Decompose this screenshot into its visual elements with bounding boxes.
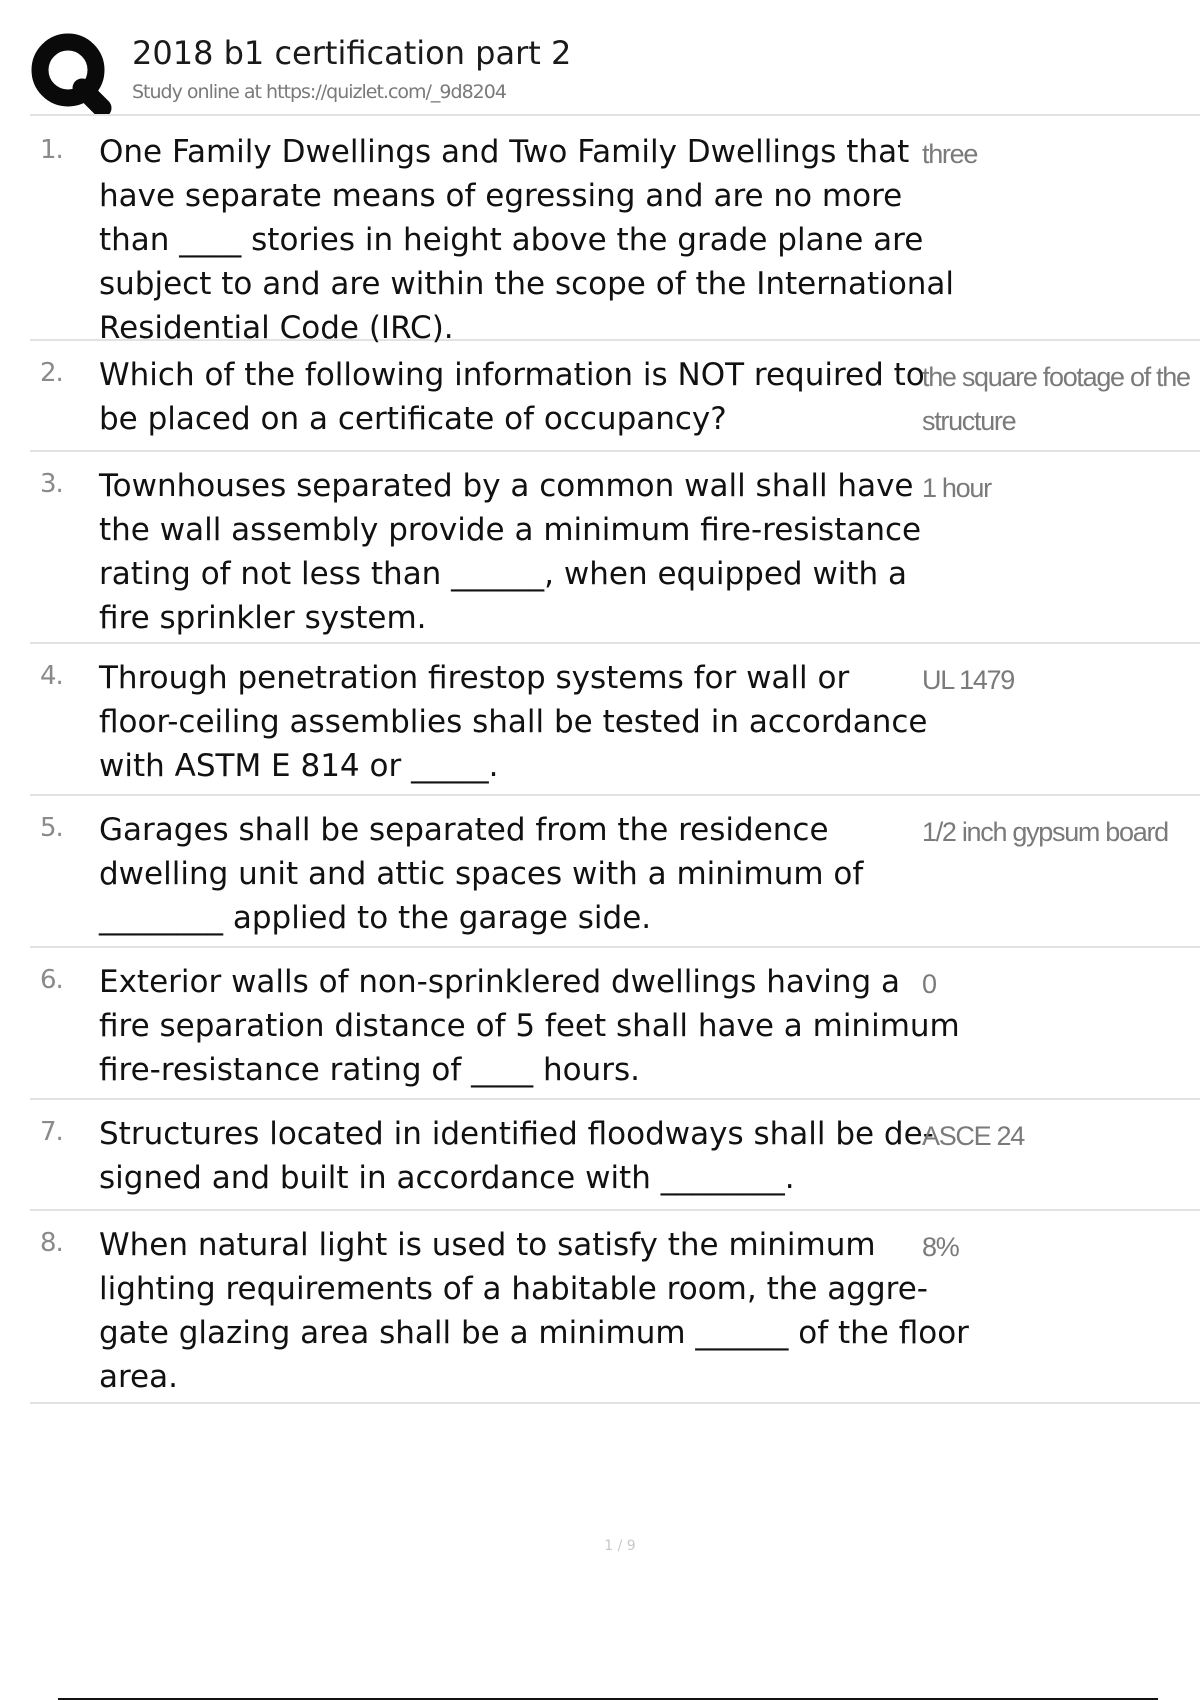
term-line: Residential Code (IRC). [99, 310, 454, 346]
flashcard-row [30, 452, 1200, 644]
card-definition [922, 1225, 1192, 1269]
term-line: Through penetration firestop systems for wall or [99, 660, 850, 696]
card-term [99, 808, 939, 940]
definition-line: 1 hour [922, 473, 991, 503]
term-line: gate glazing area shall be a minimum ______ of the floor [99, 1315, 969, 1351]
term-line: fire-resistance rating of ____ hours. [99, 1052, 640, 1088]
card-number: 5. [40, 813, 63, 843]
term-line: fire separation distance of 5 feet shall have a minimum [99, 1008, 960, 1044]
term-line: the wall assembly provide a minimum fire-resistance [99, 512, 922, 548]
flashcard-row [30, 341, 1200, 452]
card-definition [922, 810, 1192, 854]
definition-line: 1/2 inch gypsum board [922, 817, 1168, 847]
definition-line: three [922, 139, 978, 169]
term-line: Townhouses separated by a common wall shall have [99, 468, 914, 504]
flashcard-row [30, 796, 1200, 948]
term-line: be placed on a certificate of occupancy? [99, 401, 727, 437]
term-line: area. [99, 1359, 178, 1395]
card-term [99, 464, 939, 640]
term-line: subject to and are within the scope of the International [99, 266, 955, 302]
card-definition [922, 466, 1192, 510]
card-number: 8. [40, 1228, 63, 1258]
definition-line: structure [922, 406, 1016, 436]
flashcard-row [30, 1211, 1200, 1404]
card-definition [922, 132, 1192, 176]
term-line: than ____ stories in height above the grade plane are [99, 222, 924, 258]
card-term [99, 960, 960, 1092]
page-number: 1 / 9 [604, 1538, 636, 1554]
card-number: 2. [40, 358, 63, 388]
card-term [99, 353, 939, 441]
term-line: lighting requirements of a habitable room, the aggre- [99, 1271, 928, 1307]
definition-line: ASCE 24 [922, 1121, 1024, 1151]
card-definition [922, 658, 1192, 702]
card-number: 7. [40, 1117, 63, 1147]
term-line: Which of the following information is NOT required to [99, 357, 925, 393]
term-line: When natural light is used to satisfy the minimum [99, 1227, 876, 1263]
flashcard-row [30, 644, 1200, 796]
definition-line: 0 [922, 969, 936, 999]
document-header [30, 28, 1200, 116]
study-online-link[interactable]: Study online at https://quizlet.com/_9d8204 [132, 81, 506, 103]
card-definition [922, 355, 1192, 443]
flashcard-row [30, 1100, 1200, 1211]
term-line: One Family Dwellings and Two Family Dwellings that [99, 134, 910, 170]
card-term [99, 1112, 939, 1200]
card-number: 3. [40, 469, 63, 499]
card-number: 1. [40, 135, 63, 165]
card-definition [922, 1114, 1192, 1158]
term-line: have separate means of egressing and are no more [99, 178, 903, 214]
flashcard-row [30, 948, 1200, 1100]
card-term [99, 1223, 969, 1399]
term-line: floor-ceiling assemblies shall be tested in accordance [99, 704, 928, 740]
card-term [99, 656, 939, 788]
term-line: signed and built in accordance with ________. [99, 1160, 795, 1196]
card-number: 6. [40, 965, 63, 995]
definition-line: UL 1479 [922, 665, 1014, 695]
term-line: rating of not less than ______, when equipped with a [99, 556, 908, 592]
flashcard-list [30, 118, 1200, 1404]
term-line: fire sprinkler system. [99, 600, 427, 636]
quizlet-logo-icon [30, 32, 112, 114]
definition-line: 8% [922, 1232, 959, 1262]
document-title: 2018 b1 certification part 2 [132, 34, 572, 72]
term-line: dwelling unit and attic spaces with a minimum of [99, 856, 864, 892]
card-definition [922, 962, 1192, 1006]
term-line: ________ applied to the garage side. [99, 900, 652, 936]
term-line: Structures located in identified floodways shall be de- [99, 1116, 934, 1152]
term-line: with ASTM E 814 or _____. [99, 748, 499, 784]
card-number: 4. [40, 661, 63, 691]
term-line: Garages shall be separated from the residence [99, 812, 829, 848]
definition-line: the square footage of the [922, 362, 1190, 392]
flashcard-row [30, 118, 1200, 346]
term-line: Exterior walls of non-sprinklered dwellings having a [99, 964, 901, 1000]
